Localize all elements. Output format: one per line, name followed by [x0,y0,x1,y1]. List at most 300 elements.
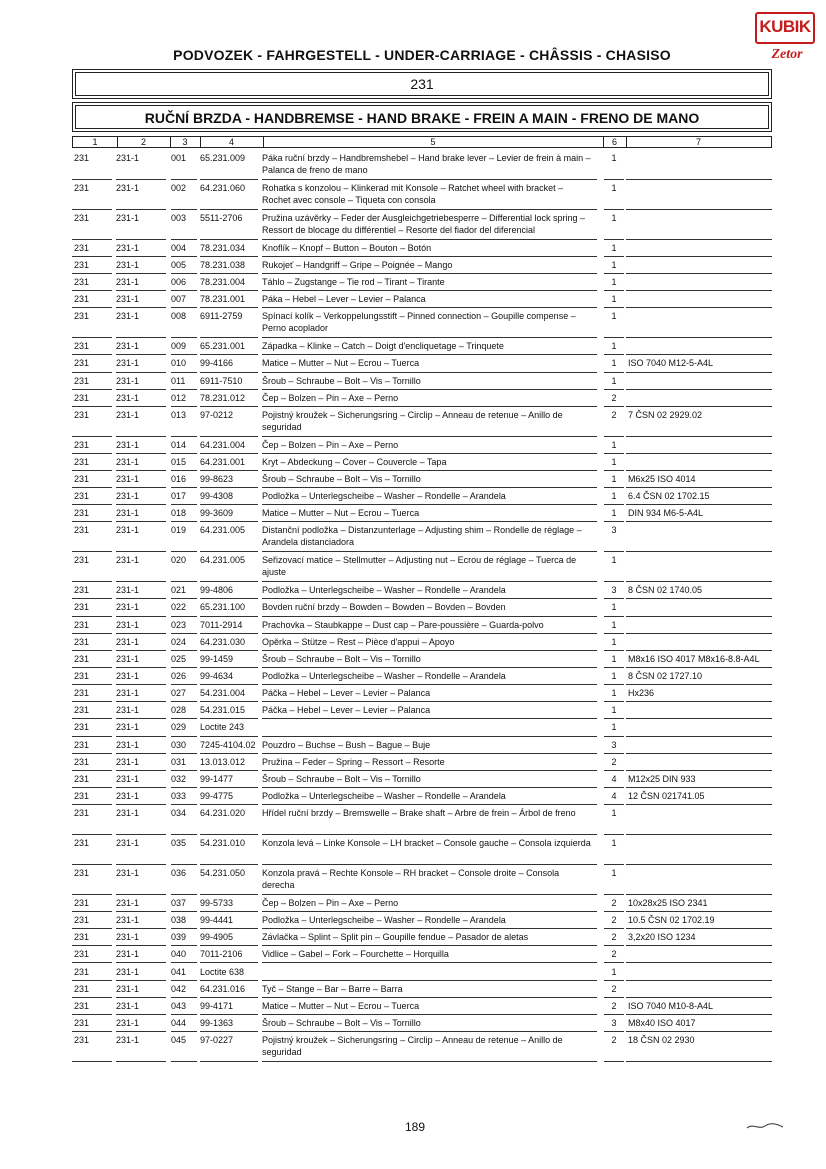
description-cell: Knoflík – Knopf – Button – Bouton – Botón [262,242,432,253]
group-cell: 231 [74,949,90,960]
description-cell: Závlačka – Splint – Split pin – Goupille fendue – Pasador de aletas [262,932,529,943]
quantity-cell: 2 [611,932,617,943]
group-cell: 231 [74,722,90,733]
part-number-cell: 64.231.005 [200,555,246,566]
quantity-cell: 1 [611,555,617,566]
group-cell: 231 [74,311,90,322]
subgroup-cell: 231-1 [116,311,140,322]
group-cell: 231 [74,739,90,750]
quantity-cell: 1 [611,375,617,386]
part-number-cell: 99-4171 [200,1000,234,1011]
description-cell: Vidlice – Gabel – Fork – Fourchette – Horquilla [262,949,449,960]
subgroup-cell: 231-1 [116,1035,140,1046]
table-row [72,552,772,582]
quantity-cell: 4 [611,773,617,784]
column-header-1: 1 [73,137,118,147]
quantity-cell: 1 [611,636,617,647]
quantity-cell: 2 [611,915,617,926]
table-row [72,964,772,981]
subgroup-cell: 231-1 [116,966,140,977]
description-cell: Pojistný kroužek – Sicherungsring – Circlip – Anneau de retenue – Anillo de seguridad [262,409,563,432]
part-number-cell: 64.231.004 [200,439,246,450]
part-number-cell: 64.231.060 [200,182,246,193]
position-cell: 011 [171,375,186,386]
table-row [72,373,772,390]
note-cell: 8 ČSN 02 1727.10 [628,671,703,682]
description-cell: Čep – Bolzen – Pin – Axe – Perno [262,439,399,450]
quantity-cell: 4 [611,791,617,801]
subgroup-cell: 231-1 [116,182,140,193]
table-row [72,437,772,454]
description-cell: Páka ruční brzdy – Handbremshebel – Hand brake lever – Levier de frein à main – Palanca de freno de mano [262,153,591,175]
subgroup-cell: 231-1 [116,791,140,801]
description-cell: Pružina uzávěrky – Feder der Ausgleichgetriebesperre – Differential lock spring – Ressort de blocage du différentiel – Resorte del fiador del diferencial [262,212,586,235]
group-cell: 231 [74,932,90,943]
description-cell: Prachovka – Staubkappe – Dust cap – Pare-poussière – Guarda-polvo [262,619,544,630]
group-cell: 231 [74,671,90,682]
part-number-cell: 64.231.016 [200,983,246,994]
group-cell: 231 [74,358,90,369]
quantity-cell: 1 [611,619,617,630]
table-row [72,805,772,835]
quantity-cell: 1 [611,212,617,223]
row-rule [262,1061,597,1062]
position-cell: 001 [171,153,187,163]
description-cell: Podložka – Unterlegscheibe – Washer – Rondelle – Arandela [262,585,506,596]
table-row [72,1032,772,1062]
row-rule [116,1061,166,1062]
group-cell: 231 [74,392,90,403]
group-cell: 231 [74,409,90,420]
position-cell: 018 [171,508,187,519]
quantity-cell: 2 [611,897,617,908]
subgroup-cell: 231-1 [116,259,140,270]
part-number-cell: 54.231.050 [200,868,246,879]
description-cell: Matice – Mutter – Nut – Ecrou – Tuerca [262,358,420,369]
description-cell: Šroub – Schraube – Bolt – Vis – Tornillo [262,1017,421,1028]
table-row [72,338,772,355]
zetor-signature-mark [745,1121,785,1131]
quantity-cell: 1 [611,653,617,664]
part-number-cell: 7011-2914 [200,619,243,630]
subgroup-cell: 231-1 [116,555,140,566]
part-number-cell: 78.231.038 [200,259,246,270]
description-cell: Matice – Mutter – Nut – Ecrou – Tuerca [262,1000,420,1011]
quantity-cell: 1 [611,491,617,502]
description-cell: Konzola levá – Linke Konsole – LH bracket – Console gauche – Consola izquierda [262,838,591,849]
description-cell: Pružina – Feder – Spring – Ressort – Resorte [262,756,445,767]
table-row [72,257,772,274]
quantity-cell: 1 [611,838,617,849]
position-cell: 003 [171,212,187,223]
note-cell: 6.4 ČSN 02 1702.15 [628,491,710,502]
position-cell: 026 [171,671,187,682]
quantity-cell: 1 [611,277,617,288]
group-cell: 231 [74,242,90,253]
part-number-cell: 99-1363 [200,1017,234,1028]
subgroup-cell: 231-1 [116,392,140,403]
group-cell: 231 [74,508,90,519]
column-header-2: 2 [117,137,171,147]
note-cell: ISO 7040 M10-8-A4L [628,1000,714,1011]
group-number: 231 [410,76,434,92]
table-row [72,929,772,946]
group-cell: 231 [74,791,90,801]
group-cell: 231 [74,1035,90,1046]
subgroup-cell: 231-1 [116,277,140,288]
subgroup-cell: 231-1 [116,636,140,647]
part-number-cell: 54.231.010 [200,838,246,849]
subgroup-cell: 231-1 [116,915,140,926]
part-number-cell: 7011-2106 [200,949,243,960]
column-header-4: 4 [200,137,264,147]
part-number-cell: Loctite 638 [200,966,245,977]
description-cell: Šroub – Schraube – Bolt – Vis – Tornillo [262,653,421,664]
position-cell: 033 [171,791,187,801]
position-cell: 039 [171,932,187,943]
table-row [72,685,772,702]
subgroup-cell: 231-1 [116,671,140,682]
subgroup-cell: 231-1 [116,456,140,467]
group-cell: 231 [74,474,90,485]
group-cell: 231 [74,525,90,536]
subgroup-cell: 231-1 [116,341,140,352]
description-cell: Pojistný kroužek – Sicherungsring – Circlip – Anneau de retenue – Anillo de seguridad [262,1035,563,1058]
part-number-cell: 99-4634 [200,671,234,682]
quantity-cell: 1 [611,259,617,270]
description-cell: Opěrka – Stütze – Rest – Pièce d'appui – Apoyo [262,636,455,647]
row-rule [171,1061,197,1062]
table-row [72,617,772,634]
table-row [72,835,772,865]
position-cell: 025 [171,653,187,664]
part-number-cell: 13.013.012 [200,756,246,767]
quantity-cell: 1 [611,294,617,305]
part-number-cell: 78.231.034 [200,242,246,253]
group-cell: 231 [74,983,90,994]
table-row [72,505,772,522]
subgroup-cell: 231-1 [116,375,140,386]
column-header-row [72,136,772,148]
quantity-cell: 2 [611,756,617,767]
group-cell: 231 [74,439,90,450]
quantity-cell: 2 [611,1000,617,1011]
table-row [72,754,772,771]
description-cell: Západka – Klinke – Catch – Doigt d'encliquetage – Trinquete [262,341,504,352]
quantity-cell: 1 [611,688,617,699]
column-header-7: 7 [695,137,701,147]
table-row [72,355,772,372]
table-row [72,981,772,998]
quantity-cell: 1 [611,966,617,977]
kubik-logo-text: KUBIK [755,12,815,44]
part-number-cell: 99-4905 [200,932,234,943]
position-cell: 038 [171,915,187,926]
position-cell: 032 [171,773,187,784]
part-number-cell: 97-0227 [200,1035,234,1046]
group-number-box [72,69,772,99]
quantity-cell: 1 [611,602,617,613]
position-cell: 005 [171,259,187,270]
group-cell: 231 [74,915,90,926]
table-row [72,895,772,912]
quantity-cell: 1 [611,722,617,733]
group-cell: 231 [74,897,90,908]
section-title: RUČNÍ BRZDA - HANDBREMSE - HAND BRAKE - FREIN A MAIN - FRENO DE MANO [144,110,700,126]
position-cell: 040 [171,949,187,960]
quantity-cell: 1 [611,474,617,485]
part-number-cell: 65.231.001 [200,341,246,352]
quantity-cell: 3 [611,1017,617,1028]
subgroup-cell: 231-1 [116,897,140,908]
group-cell: 231 [74,808,90,819]
position-cell: 015 [171,456,187,467]
group-cell: 231 [74,212,90,223]
quantity-cell: 3 [611,585,617,596]
subgroup-cell: 231-1 [116,585,140,596]
part-number-cell: 99-4775 [200,791,234,801]
group-cell: 231 [74,868,90,879]
position-cell: 017 [171,491,187,502]
position-cell: 045 [171,1035,187,1046]
note-cell: 7 ČSN 02 2929.02 [628,409,703,420]
subgroup-cell: 231-1 [116,705,140,716]
table-row [72,737,772,754]
description-cell: Podložka – Unterlegscheibe – Washer – Rondelle – Arandela [262,915,506,926]
part-number-cell: 65.231.009 [200,153,246,163]
part-number-cell: 99-8623 [200,474,234,485]
quantity-cell: 1 [611,311,617,322]
quantity-cell: 2 [611,983,617,994]
table-row [72,599,772,616]
position-cell: 042 [171,983,187,994]
quantity-cell: 1 [611,341,617,352]
subgroup-cell: 231-1 [116,1000,140,1011]
group-cell: 231 [74,636,90,647]
subgroup-cell: 231-1 [116,868,140,879]
table-row [72,471,772,488]
quantity-cell: 1 [611,358,617,369]
group-cell: 231 [74,1000,90,1011]
description-cell: Páčka – Hebel – Lever – Levier – Palanca [262,688,431,699]
table-row [72,1015,772,1032]
group-cell: 231 [74,1017,90,1028]
description-cell: Čep – Bolzen – Pin – Axe – Perno [262,392,399,403]
subgroup-cell: 231-1 [116,838,140,849]
position-cell: 031 [171,756,187,767]
position-cell: 013 [171,409,187,420]
description-cell: Kryt – Abdeckung – Cover – Couvercle – Tapa [262,456,447,467]
subgroup-cell: 231-1 [116,1017,140,1028]
note-cell: 10.5 ČSN 02 1702.19 [628,915,715,926]
position-cell: 043 [171,1000,187,1011]
row-rule [626,1061,772,1062]
table-row [72,454,772,471]
note-cell: 12 ČSN 021741.05 [628,791,705,801]
description-cell: Hřídel ruční brzdy – Bremswelle – Brake shaft – Arbre de frein – Árbol de freno [262,808,576,819]
subgroup-cell: 231-1 [116,525,140,536]
subgroup-cell: 231-1 [116,756,140,767]
position-cell: 044 [171,1017,187,1028]
note-cell: DIN 934 M6-5-A4L [628,508,704,519]
description-cell: Podložka – Unterlegscheibe – Washer – Rondelle – Arandela [262,671,506,682]
part-number-cell: 6911-2759 [200,311,243,322]
part-number-cell: 99-3609 [200,508,234,519]
position-cell: 014 [171,439,187,450]
subgroup-cell: 231-1 [116,491,140,502]
subgroup-cell: 231-1 [116,409,140,420]
position-cell: 027 [171,688,187,699]
position-cell: 012 [171,392,187,403]
group-cell: 231 [74,153,90,163]
subgroup-cell: 231-1 [116,212,140,223]
table-row [72,180,772,210]
table-row [72,582,772,599]
group-cell: 231 [74,838,90,849]
description-cell: Podložka – Unterlegscheibe – Washer – Rondelle – Arandela [262,791,506,801]
table-row [72,291,772,308]
description-cell: Konzola pravá – Rechte Konsole – RH bracket – Console droite – Consola derecha [262,868,560,891]
group-cell: 231 [74,375,90,386]
group-cell: 231 [74,602,90,613]
position-cell: 019 [171,525,187,536]
subgroup-cell: 231-1 [116,602,140,613]
table-row [72,274,772,291]
table-row [72,702,772,719]
subgroup-cell: 231-1 [116,722,140,733]
part-number-cell: 6911-7510 [200,375,243,386]
position-cell: 020 [171,555,187,566]
quantity-cell: 1 [611,456,617,467]
table-row [72,771,772,788]
part-number-cell: 54.231.015 [200,705,246,716]
group-cell: 231 [74,688,90,699]
group-cell: 231 [74,585,90,596]
position-cell: 002 [171,182,187,193]
quantity-cell: 1 [611,439,617,450]
position-cell: 009 [171,341,187,352]
part-number-cell: 64.231.001 [200,456,246,467]
description-cell: Rukojeť – Handgriff – Gripe – Poignée – Mango [262,259,453,270]
table-row [72,946,772,963]
position-cell: 010 [171,358,187,369]
description-cell: Šroub – Schraube – Bolt – Vis – Tornillo [262,474,421,485]
description-cell: Podložka – Unterlegscheibe – Washer – Rondelle – Arandela [262,491,506,502]
part-number-cell: 99-1477 [200,773,234,784]
subgroup-cell: 231-1 [116,739,140,750]
description-cell: Páčka – Hebel – Lever – Levier – Palanca [262,705,431,716]
subgroup-cell: 231-1 [116,688,140,699]
table-row [72,668,772,685]
quantity-cell: 2 [611,1035,617,1046]
note-cell: ISO 7040 M12-5-A4L [628,358,714,369]
quantity-cell: 2 [611,949,617,960]
group-cell: 231 [74,259,90,270]
description-cell: Táhlo – Zugstange – Tie rod – Tirant – Tirante [262,277,445,288]
subgroup-cell: 231-1 [116,773,140,784]
table-row [72,998,772,1015]
quantity-cell: 3 [611,739,617,750]
position-cell: 028 [171,705,187,716]
position-cell: 016 [171,474,187,485]
column-header-6: 6 [603,137,627,147]
subgroup-cell: 231-1 [116,474,140,485]
part-number-cell: 99-4166 [200,358,234,369]
row-rule [72,1061,112,1062]
group-cell: 231 [74,456,90,467]
table-row [72,240,772,257]
table-row [72,150,772,180]
description-cell: Šroub – Schraube – Bolt – Vis – Tornillo [262,773,421,784]
table-row [72,634,772,651]
group-cell: 231 [74,341,90,352]
part-number-cell: 99-4441 [200,915,234,926]
part-number-cell: 64.231.030 [200,636,246,647]
subgroup-cell: 231-1 [116,153,140,163]
description-cell: Rohatka s konzolou – Klinkerad mit Konsole – Ratchet wheel with bracket – Rochet avec console – Tiqueta con consola [262,182,564,205]
note-cell: 18 ČSN 02 2930 [628,1035,695,1046]
subgroup-cell: 231-1 [116,439,140,450]
part-number-cell: 7245-4104.02 [200,739,256,750]
group-cell: 231 [74,277,90,288]
position-cell: 004 [171,242,187,253]
description-cell: Spínací kolík – Verkoppelungsstift – Pinned connection – Goupille compense – Perno acoplador [262,311,576,334]
group-cell: 231 [74,619,90,630]
position-cell: 024 [171,636,187,647]
note-cell: M12x25 DIN 933 [628,773,696,784]
group-cell: 231 [74,705,90,716]
group-cell: 231 [74,491,90,502]
subgroup-cell: 231-1 [116,358,140,369]
part-number-cell: 99-4308 [200,491,234,502]
part-number-cell: 65.231.100 [200,602,246,613]
part-number-cell: 99-4806 [200,585,234,596]
description-cell: Pouzdro – Buchse – Bush – Bague – Buje [262,739,431,750]
quantity-cell: 1 [611,182,617,193]
quantity-cell: 1 [611,671,617,682]
table-row [72,788,772,805]
position-cell: 034 [171,808,187,819]
page-title: PODVOZEK - FAHRGESTELL - UNDER-CARRIAGE - CHÂSSIS - CHASISO [173,47,671,63]
quantity-cell: 1 [611,868,617,879]
subgroup-cell: 231-1 [116,983,140,994]
part-number-cell: 54.231.004 [200,688,246,699]
description-cell: Šroub – Schraube – Bolt – Vis – Tornillo [262,375,421,386]
position-cell: 030 [171,739,187,750]
table-row [72,308,772,338]
group-cell: 231 [74,966,90,977]
group-cell: 231 [74,182,90,193]
table-row [72,210,772,240]
group-cell: 231 [74,555,90,566]
group-cell: 231 [74,773,90,784]
table-row [72,865,772,895]
subgroup-cell: 231-1 [116,949,140,960]
subgroup-cell: 231-1 [116,653,140,664]
part-number-cell: 78.231.001 [200,294,246,305]
note-cell: Hx236 [628,688,655,699]
position-cell: 008 [171,311,187,322]
quantity-cell: 2 [611,409,617,420]
quantity-cell: 1 [611,153,617,163]
position-cell: 036 [171,868,187,879]
position-cell: 029 [171,722,187,733]
subgroup-cell: 231-1 [116,242,140,253]
quantity-cell: 1 [611,808,617,819]
table-row [72,488,772,505]
part-number-cell: 5511-2706 [200,212,243,223]
group-cell: 231 [74,756,90,767]
